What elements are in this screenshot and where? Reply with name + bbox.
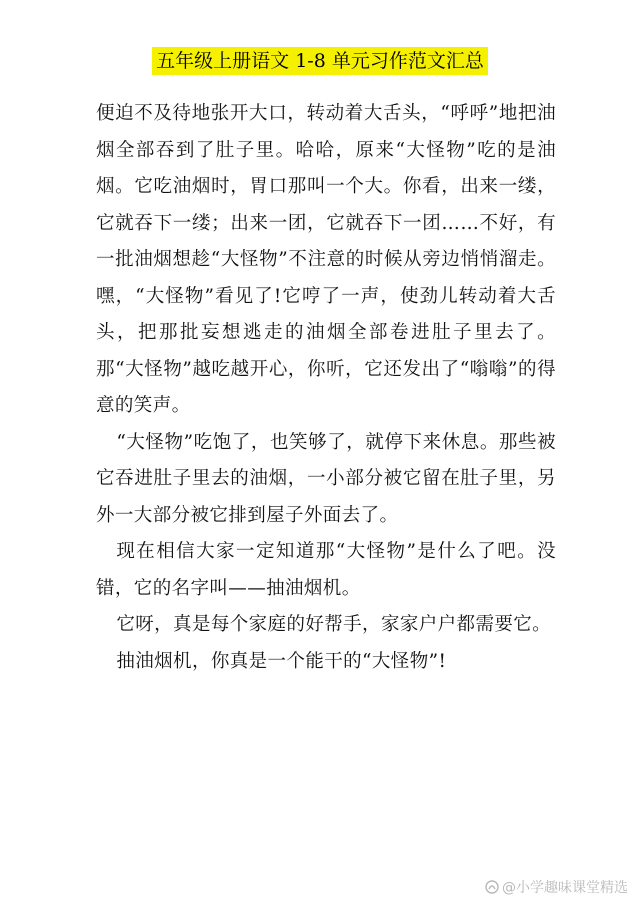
watermark [485, 877, 628, 897]
essay-paragraph: 抽油烟机，你真是一个能干的“大怪物”! [116, 650, 447, 672]
essay-body [96, 96, 556, 680]
essay-paragraph: 现在相信大家一定知道那“大怪物”是什么了吧。没错，它的名字叫——抽油烟机。 [96, 541, 556, 599]
essay-paragraph: 它呀，真是每个家庭的好帮手，家家户户都需要它。 [116, 614, 552, 635]
watermark-text: @小学趣味课堂精选 [502, 880, 628, 896]
essay-paragraph: “大怪物”吃饱了，也笑够了，就停下来休息。那些被它吞进肚子里去的油烟，一小部分被它留在肚子里，另外一大部分被它排到屋子外面去了。 [96, 431, 556, 526]
document-title: 五年级上册语文 1-8 单元习作范文汇总 [152, 47, 488, 75]
essay-paragraph: 便迫不及待地张开大口，转动着大舌头，“呼呼”地把油烟全部吞到了肚子里。哈哈，原来“大怪物”吃的是油烟。它吃油烟时，胃口那叫一个大。你看，出来一缕，它就吞下一缕；出来一团，它就吞下一团……不好，有一批油烟想趁“大怪物”不注意的时候从旁边悄悄溜走。嘿，“大怪物”看见了!它哼了一声，使劲儿转动着大舌头，把那批妄想逃走的油烟全部卷进肚子里去了。那“大怪物”越吃越开心，你听，它还发出了“嗡嗡”的得意的笑声。 [96, 103, 556, 416]
platform-logo-icon [485, 880, 499, 894]
title-container [0, 47, 640, 75]
